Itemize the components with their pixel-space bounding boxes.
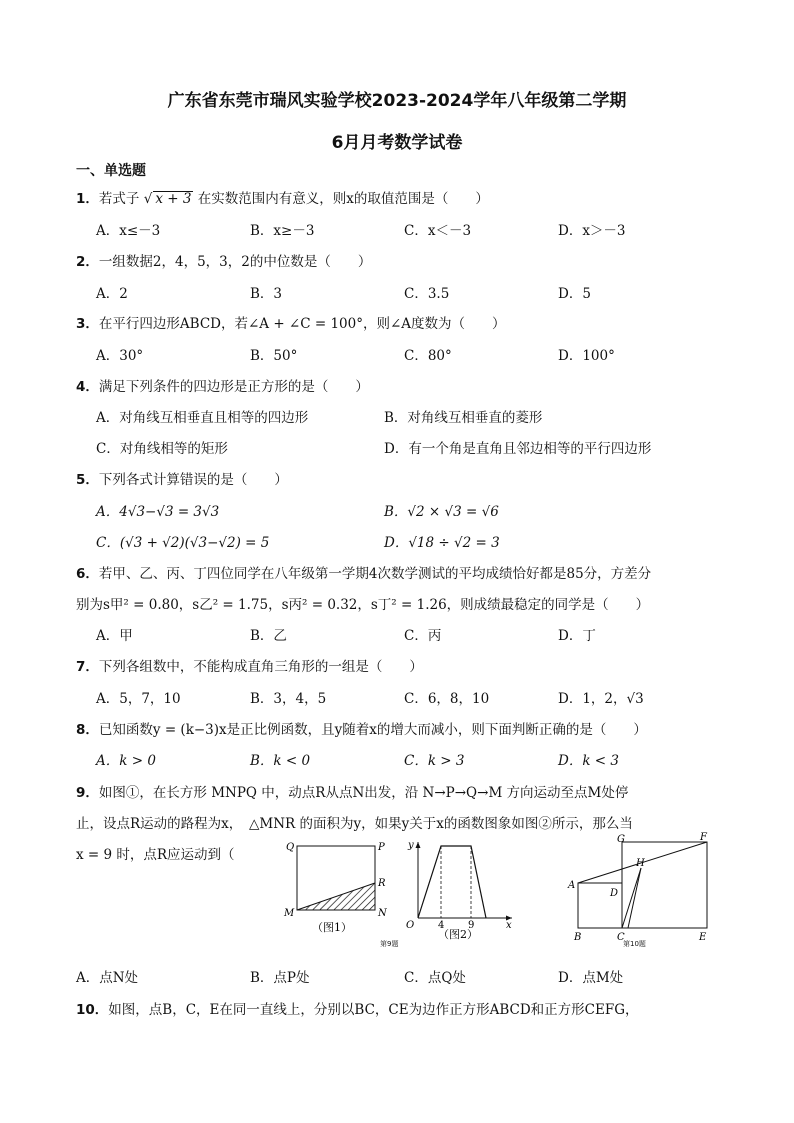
option-b[interactable]: B．3 xyxy=(250,286,283,302)
option-b[interactable]: B．x≥－3 xyxy=(250,223,315,239)
option-c[interactable]: C．80° xyxy=(404,348,452,364)
question-text: 已知函数y = (k−3)x是正比例函数，且y随着x的增大而减小，则下面判断正确的是（ ） xyxy=(98,722,647,738)
option-d[interactable]: D．1，2，√3 xyxy=(558,691,644,707)
question-6-line-2: 别为s甲² = 0.80，s乙² = 1.75，s丙² = 0.32，s丁² = 1.26，则成绩最稳定的同学是（ ） xyxy=(76,597,650,613)
question-number: 8． xyxy=(76,722,99,738)
sqrt-expression: √ x + 3 xyxy=(143,191,192,207)
option-a[interactable]: A．2 xyxy=(96,286,128,302)
figure-10-tag: 第10题 xyxy=(623,940,646,948)
figure-9-1 xyxy=(278,838,398,938)
option-b[interactable]: B．对角线互相垂直的菱形 xyxy=(384,410,543,426)
question-number: 6． xyxy=(76,566,99,582)
label-g: G xyxy=(617,834,625,845)
question-number: 4． xyxy=(76,379,99,395)
option-d[interactable]: D．√18 ÷ √2 = 3 xyxy=(384,535,500,551)
question-8 xyxy=(76,718,647,738)
figure-caption: （图2） xyxy=(438,928,478,940)
exam-title: 广东省东莞市瑞风实验学校2023-2024学年八年级第二学期 xyxy=(167,91,627,111)
option-d[interactable]: D．丁 xyxy=(558,628,596,644)
shaded-triangle xyxy=(297,883,375,910)
option-d[interactable]: D．有一个角是直角且邻边相等的平行四边形 xyxy=(384,441,652,457)
tick-4: 4 xyxy=(438,920,445,931)
question-text: 在平行四边形ABCD，若∠A + ∠C = 100°，则∠A度数为（ ） xyxy=(98,316,506,332)
label-r: R xyxy=(378,878,386,889)
question-10 xyxy=(76,998,639,1018)
option-b[interactable]: B．√2 × √3 = √6 xyxy=(384,504,499,520)
option-b[interactable]: B．乙 xyxy=(250,628,287,644)
option-d[interactable]: D．点M处 xyxy=(558,970,624,986)
label-a: A xyxy=(568,880,576,891)
label-m: M xyxy=(284,908,295,919)
figure-9-2 xyxy=(400,838,520,940)
question-number: 10． xyxy=(76,1002,109,1018)
question-text: 若式子 xyxy=(98,191,144,207)
option-c[interactable]: C．x＜－3 xyxy=(404,223,472,239)
label-b: B xyxy=(574,932,582,943)
axis-y-label: y xyxy=(408,840,414,851)
question-9-line-3: x = 9 时，点R应运动到（ xyxy=(76,847,235,863)
option-c[interactable]: C．丙 xyxy=(404,628,442,644)
question-6 xyxy=(76,562,651,582)
label-c: C xyxy=(617,932,625,943)
option-b[interactable]: B．点P处 xyxy=(250,970,310,986)
option-d[interactable]: D．k < 3 xyxy=(558,753,619,769)
label-d: D xyxy=(610,888,619,899)
question-number: 7． xyxy=(76,659,99,675)
option-a[interactable]: A．k > 0 xyxy=(96,753,156,769)
origin-label: O xyxy=(406,920,415,931)
label-p: P xyxy=(378,842,385,853)
question-text: 在实数范围内有意义，则x的取值范围是（ ） xyxy=(193,191,489,207)
label-e: E xyxy=(699,932,707,943)
option-d[interactable]: D．100° xyxy=(558,348,615,364)
function-graph xyxy=(418,846,486,918)
option-b[interactable]: B．50° xyxy=(250,348,298,364)
option-a[interactable]: A．30° xyxy=(96,348,144,364)
option-a[interactable]: A．x≤－3 xyxy=(96,223,161,239)
question-number: 9． xyxy=(76,785,99,801)
option-c[interactable]: C．点Q处 xyxy=(404,970,466,986)
option-c[interactable]: C．(√3 + √2)(√3−√2) = 5 xyxy=(96,535,270,551)
question-text: 满足下列条件的四边形是正方形的是（ ） xyxy=(98,379,369,395)
exam-subtitle: 6月月考数学试卷 xyxy=(331,133,463,153)
label-f: F xyxy=(700,832,707,843)
question-number: 3． xyxy=(76,316,99,332)
question-text: 若甲、乙、丙、丁四位同学在八年级第一学期4次数学测试的平均成绩恰好都是85分，方差分 xyxy=(98,566,652,582)
question-7 xyxy=(76,655,423,675)
question-number: 2． xyxy=(76,254,99,270)
figure-caption: （图1） xyxy=(312,921,352,934)
question-text: 如图①，在长方形 MNPQ 中，动点R从点N出发，沿 N→P→Q→M 方向运动至点M处停 xyxy=(98,785,629,801)
figure-9-tag: 第9题 xyxy=(380,940,399,948)
question-text: 如图，点B，C，E在同一直线上，分别以BC，CE为边作正方形ABCD和正方形CEFG， xyxy=(108,1002,639,1018)
question-text: 下列各式计算错误的是（ ） xyxy=(98,472,288,488)
option-a[interactable]: A．对角线互相垂直且相等的四边形 xyxy=(96,410,309,426)
question-number: 1． xyxy=(76,191,99,207)
axis-x-label: x xyxy=(506,920,512,931)
question-1 xyxy=(76,187,489,207)
label-n: N xyxy=(378,908,387,919)
option-d[interactable]: D．x＞－3 xyxy=(558,223,626,239)
option-c[interactable]: C．3.5 xyxy=(404,286,450,302)
label-q: Q xyxy=(286,842,295,853)
question-4 xyxy=(76,375,369,395)
option-c[interactable]: C．6，8，10 xyxy=(404,691,490,707)
tick-9: 9 xyxy=(468,920,475,931)
option-a[interactable]: A．点N处 xyxy=(76,970,139,986)
question-number: 5． xyxy=(76,472,99,488)
question-9 xyxy=(76,781,628,801)
option-c[interactable]: C．对角线相等的矩形 xyxy=(96,441,228,457)
question-text: 下列各组数中，不能构成直角三角形的一组是（ ） xyxy=(98,659,423,675)
question-9-line-2: 止，设点R运动的路程为x， △MNR 的面积为y，如果y关于x的函数图象如图②所示，那么当 xyxy=(76,816,633,832)
option-a[interactable]: A．5，7，10 xyxy=(96,691,181,707)
figure-10 xyxy=(562,828,722,944)
label-h: H xyxy=(636,858,645,869)
question-text: 一组数据2，4，5，3，2的中位数是（ ） xyxy=(98,254,372,270)
option-c[interactable]: C．k > 3 xyxy=(404,753,465,769)
question-3 xyxy=(76,312,506,332)
option-b[interactable]: B．k < 0 xyxy=(250,753,311,769)
question-5 xyxy=(76,468,288,488)
option-a[interactable]: A．甲 xyxy=(96,628,133,644)
section-heading: 一、单选题 xyxy=(76,163,146,179)
question-2 xyxy=(76,250,371,270)
option-a[interactable]: A．4√3−√3 = 3√3 xyxy=(96,504,220,520)
option-b[interactable]: B．3，4，5 xyxy=(250,691,327,707)
option-d[interactable]: D．5 xyxy=(558,286,591,302)
